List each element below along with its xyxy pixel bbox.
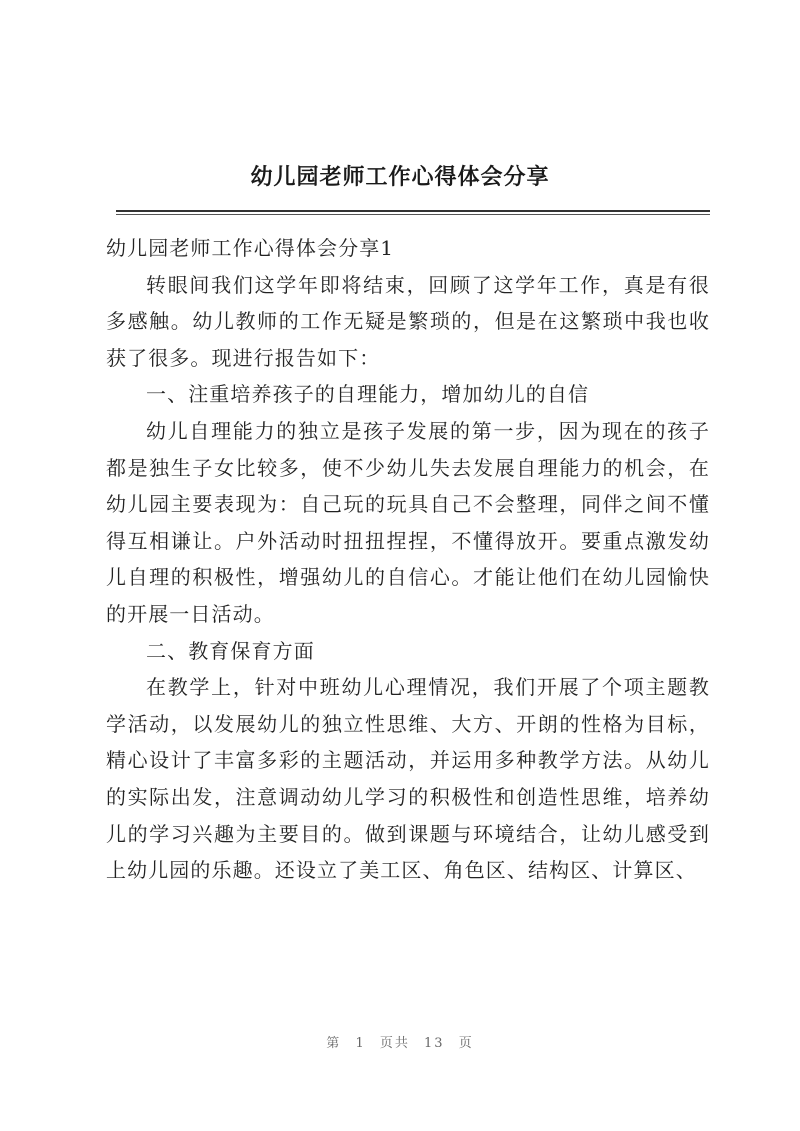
section-heading-2: 二、教育保育方面 — [146, 638, 315, 663]
title-divider-thin — [116, 214, 710, 215]
paragraph-intro: 转眼间我们这学年即将结束，回顾了这学年工作，真是有很多感触。幼儿教师的工作无疑是繁琐的，但是在这繁琐中我也收获了很多。现进行报告如下： — [106, 272, 710, 370]
section-heading-1: 一、注重培养孩子的自理能力，增加幼儿的自信 — [146, 382, 590, 407]
footer-page-prefix: 第 — [326, 1036, 342, 1051]
title-divider — [116, 210, 710, 212]
document-subtitle: 幼儿园老师工作心得体会分享1 — [106, 236, 395, 260]
paragraph-self-care: 幼儿自理能力的独立是孩子发展的第一步，因为现在的孩子都是独生子女比较多，使不少幼儿失去发展自理能力的机会，在幼儿园主要表现为：自己玩的玩具自己不会整理，同伴之间不懂得互相谦让。户外活动时扭扭捏捏，不懂得放开。要重点激发幼儿自理的积极性，增强幼儿的自信心。才能让他们在幼儿园愉快的开展一日活动。 — [106, 418, 710, 626]
page-title: 幼儿园老师工作心得体会分享 — [250, 164, 550, 190]
footer-page-middle: 页共 — [379, 1036, 410, 1051]
footer-page-total: 13 — [424, 1036, 445, 1051]
paragraph-teaching: 在教学上，针对中班幼儿心理情况，我们开展了个项主题教学活动，以发展幼儿的独立性思维、大方、开朗的性格为目标，精心设计了丰富多彩的主题活动，并运用多种教学方法。从幼儿的实际出发，注意调动幼儿学习的积极性和创造性思维，培养幼儿的学习兴趣为主要目的。做到课题与环境结合，让幼儿感受到上幼儿园的乐趣。还设立了美工区、角色区、结构区、计算区、 — [106, 675, 710, 883]
page-footer — [0, 1032, 800, 1051]
footer-page-number: 1 — [355, 1036, 366, 1051]
footer-page-suffix: 页 — [458, 1036, 474, 1051]
document-body — [106, 230, 710, 889]
